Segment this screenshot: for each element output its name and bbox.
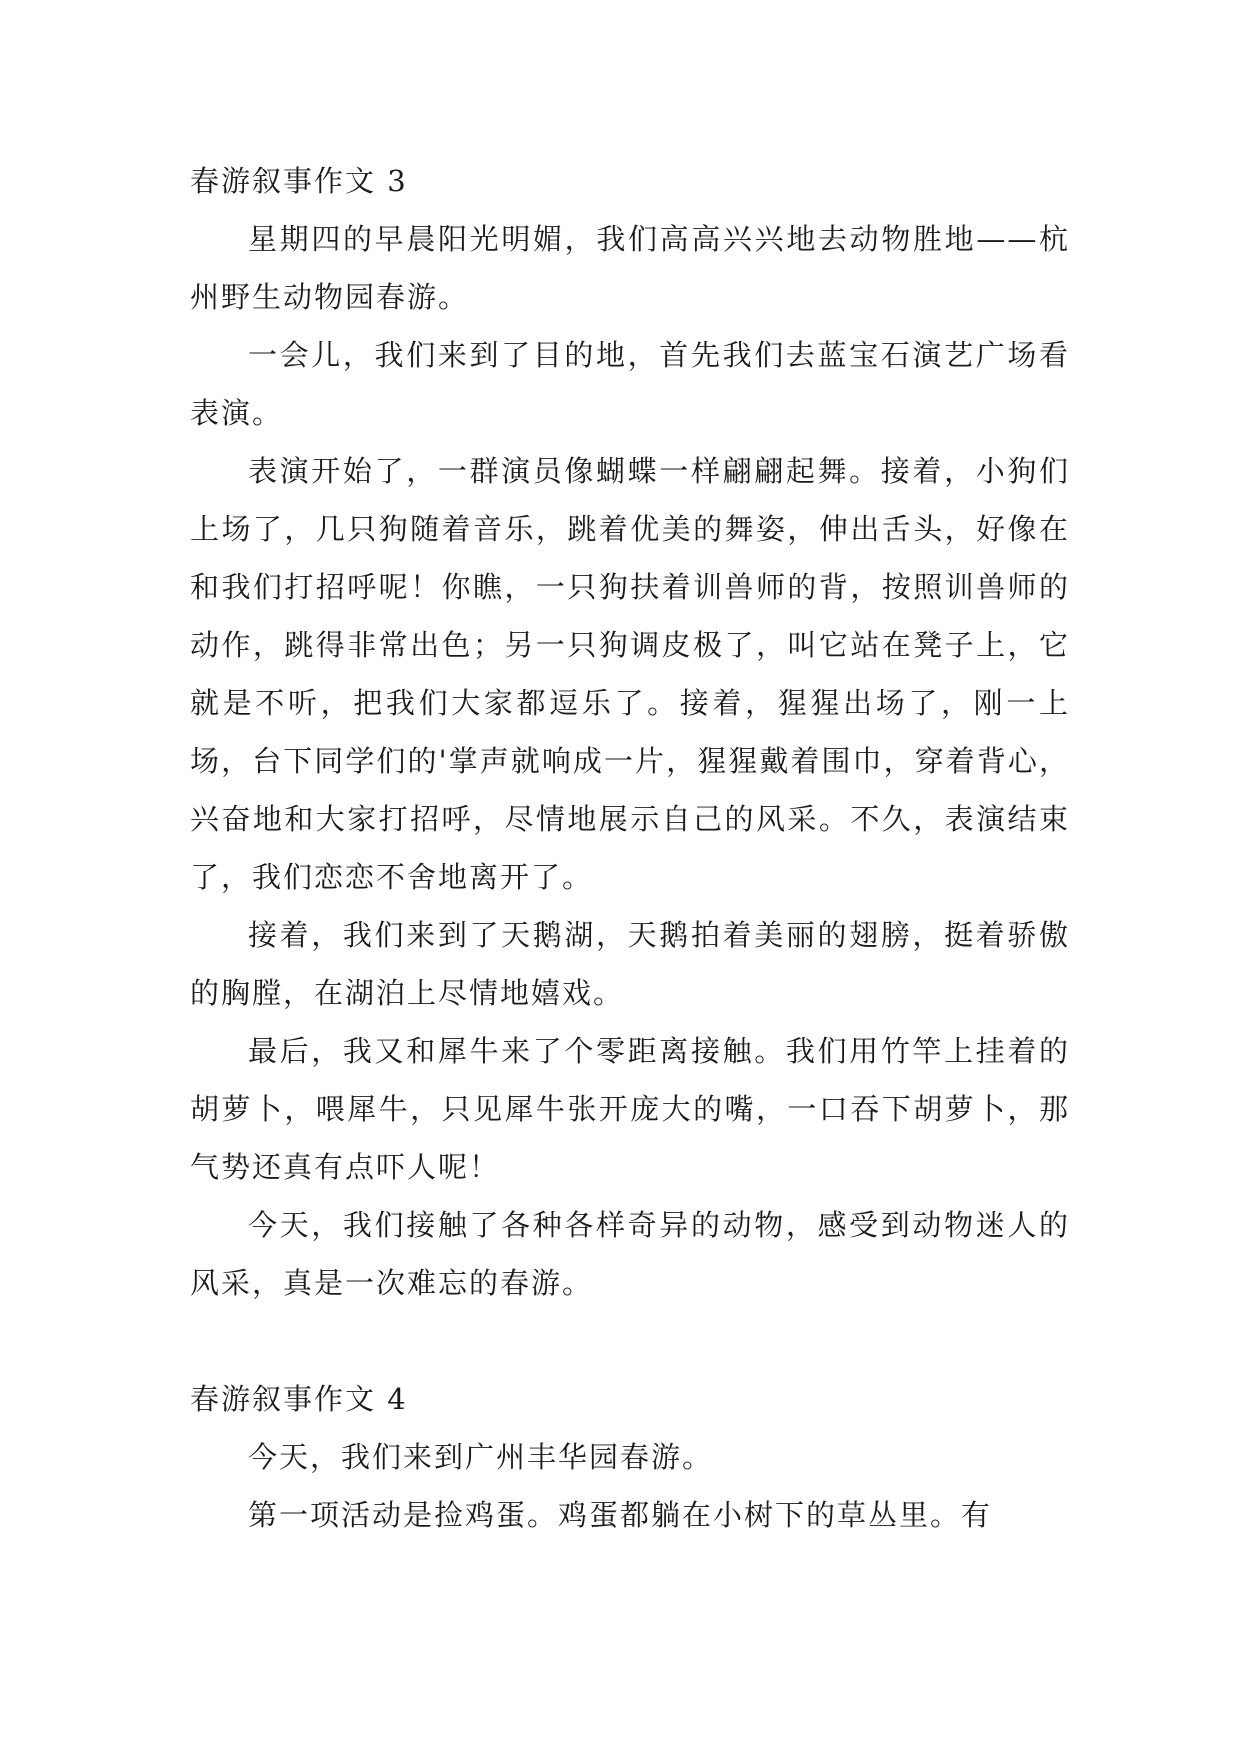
essay-section-3 xyxy=(190,152,1070,1312)
essay-section-4 xyxy=(190,1370,1070,1544)
section-spacer xyxy=(190,1312,1070,1370)
essay-paragraph: 今天，我们来到广州丰华园春游。 xyxy=(248,1440,714,1474)
essay-title: 春游叙事作文 4 xyxy=(190,1382,408,1416)
essay-paragraph: 接着，我们来到了天鹅湖，天鹅拍着美丽的翅膀，挺着骄傲的胸膛，在湖泊上尽情地嬉戏。 xyxy=(190,918,1070,1010)
essay-paragraph: 表演开始了，一群演员像蝴蝶一样翩翩起舞。接着，小狗们上场了，几只狗随着音乐，跳着优美的舞姿，伸出舌头，好像在和我们打招呼呢！你瞧，一只狗扶着训兽师的背，按照训兽师的动作，跳得非常出色；另一只狗调皮极了，叫它站在凳子上，它就是不听，把我们大家都逗乐了。接着，猩猩出场了，刚一上场，台下同学们的'掌声就响成一片，猩猩戴着围巾，穿着背心，兴奋地和大家打招呼，尽情地展示自己的风采。不久，表演结束了，我们恋恋不舍地离开了。 xyxy=(190,454,1070,894)
essay-title: 春游叙事作文 3 xyxy=(190,164,408,198)
essay-paragraph: 第一项活动是捡鸡蛋。鸡蛋都躺在小树下的草丛里。有 xyxy=(248,1498,993,1532)
document-page xyxy=(190,152,1070,1544)
essay-paragraph: 星期四的早晨阳光明媚，我们高高兴兴地去动物胜地——杭州野生动物园春游。 xyxy=(190,222,1070,314)
essay-paragraph: 今天，我们接触了各种各样奇异的动物，感受到动物迷人的风采，真是一次难忘的春游。 xyxy=(190,1208,1070,1300)
essay-paragraph: 一会儿，我们来到了目的地，首先我们去蓝宝石演艺广场看表演。 xyxy=(190,338,1070,430)
essay-paragraph: 最后，我又和犀牛来了个零距离接触。我们用竹竿上挂着的胡萝卜，喂犀牛，只见犀牛张开庞大的嘴，一口吞下胡萝卜，那气势还真有点吓人呢！ xyxy=(190,1034,1070,1184)
